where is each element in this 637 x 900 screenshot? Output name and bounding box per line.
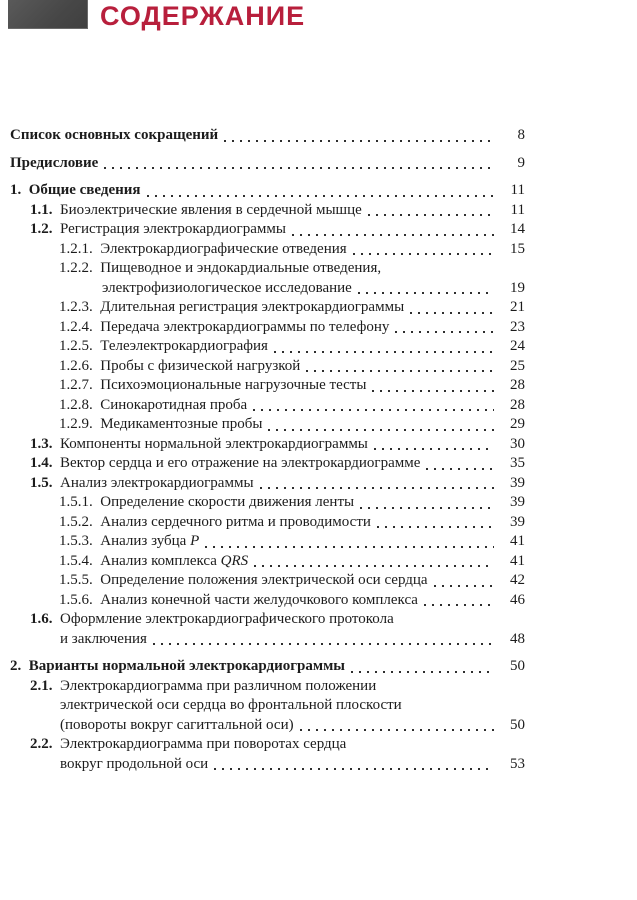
entry-number: 1.2.2. xyxy=(59,260,101,276)
toc-line xyxy=(10,181,525,201)
dot-leader xyxy=(214,755,494,775)
toc-entry xyxy=(10,259,525,298)
entry-text-italic: P xyxy=(190,533,200,549)
toc-list xyxy=(10,118,525,774)
page-number: 39 xyxy=(510,513,525,530)
toc-line xyxy=(10,657,525,677)
page-number: 53 xyxy=(510,755,525,772)
toc-entry xyxy=(10,735,525,774)
dot-leader xyxy=(104,154,494,174)
toc-line xyxy=(30,610,525,630)
toc-line xyxy=(59,532,525,552)
toc-entry xyxy=(10,318,525,338)
page-number: 28 xyxy=(510,377,525,393)
dot-leader xyxy=(268,415,494,435)
entry-text-segment: 1. Общие сведения xyxy=(10,182,141,198)
entry-number: 1.2.5. xyxy=(59,338,101,354)
page-title: СОДЕРЖАНИЕ xyxy=(100,1,306,31)
entry-text-segment: Список основных сокращений xyxy=(10,127,219,143)
page-number: 41 xyxy=(510,552,525,569)
dot-leader xyxy=(358,279,494,299)
entry-number: 1.4. xyxy=(30,455,60,471)
page-number: 15 xyxy=(510,240,525,257)
toc-entry xyxy=(10,220,525,240)
dot-leader xyxy=(224,126,494,146)
toc-line xyxy=(59,357,525,377)
dot-leader xyxy=(360,493,494,513)
entry-text-segment: Психоэмоциональные нагрузочные тесты xyxy=(100,377,367,393)
entry-text xyxy=(59,318,389,338)
entry-text-segment: Анализ электрокардиограммы xyxy=(60,474,254,491)
entry-text xyxy=(30,435,368,455)
entry-number: 1.5.5. xyxy=(59,572,101,588)
page-number: 23 xyxy=(510,318,525,335)
toc-entry xyxy=(10,298,525,318)
toc-entry xyxy=(10,677,525,736)
toc-entry xyxy=(10,571,525,591)
entry-text-segment: вокруг продольной оси xyxy=(60,755,209,772)
toc-entry xyxy=(10,552,525,572)
entry-number: 1.6. xyxy=(30,611,60,627)
entry-text-segment: Длительная регистрация электрокардиограммы xyxy=(100,299,405,315)
entry-text-segment: Пищеводное и эндокардиальные отведения, xyxy=(100,260,382,276)
dot-leader xyxy=(254,552,494,572)
entry-text xyxy=(10,126,218,146)
page-number: 39 xyxy=(510,494,525,510)
entry-text-segment: 2. Варианты нормальной электрокардиограммы xyxy=(10,658,346,674)
toc-line xyxy=(30,474,525,494)
entry-text xyxy=(59,337,268,357)
toc-line xyxy=(59,279,525,299)
toc-entry xyxy=(10,474,525,494)
page-number: 41 xyxy=(510,533,525,549)
toc-line xyxy=(59,415,525,435)
toc-line xyxy=(59,240,525,260)
entry-text-segment: Определение положения электрической оси сердца xyxy=(100,572,428,588)
toc-entry xyxy=(10,513,525,533)
entry-text xyxy=(59,493,354,513)
toc-line xyxy=(30,201,525,221)
entry-text-segment: Передача электрокардиограммы по телефону xyxy=(100,318,390,335)
entry-text xyxy=(59,513,371,533)
dot-leader xyxy=(410,298,494,318)
page-number: 11 xyxy=(510,182,525,198)
dot-leader xyxy=(368,201,494,221)
entry-text xyxy=(59,298,404,318)
toc-line xyxy=(59,337,525,357)
entry-text xyxy=(30,736,346,752)
toc-line xyxy=(59,396,525,416)
dot-leader xyxy=(253,396,494,416)
page-number: 21 xyxy=(510,299,525,315)
dot-leader xyxy=(374,435,494,455)
entry-number: 1.2.1. xyxy=(59,240,101,257)
dot-leader xyxy=(205,532,494,552)
toc-entry xyxy=(10,493,525,513)
entry-number: 2.2. xyxy=(30,736,60,752)
entry-number: 1.5.4. xyxy=(59,552,101,569)
entry-text-segment: Медикаментозные пробы xyxy=(100,416,263,432)
entry-text xyxy=(60,716,294,736)
toc-entry xyxy=(10,181,525,201)
toc-entry xyxy=(10,591,525,611)
toc-line xyxy=(59,513,525,533)
page-number: 25 xyxy=(510,357,525,374)
dot-leader xyxy=(424,591,494,611)
toc-line xyxy=(30,716,525,736)
entry-text-segment: (повороты вокруг сагиттальной оси) xyxy=(60,716,294,733)
toc-line xyxy=(30,696,525,716)
page-number: 48 xyxy=(510,630,525,647)
page-number: 39 xyxy=(510,474,525,491)
dot-leader xyxy=(274,337,494,357)
page-number: 42 xyxy=(510,572,525,588)
entry-text xyxy=(10,181,141,201)
entry-number: 1.2.3. xyxy=(59,299,101,315)
page-number: 50 xyxy=(510,716,525,733)
entry-text-segment: Компоненты нормальной электрокардиограммы xyxy=(60,435,368,452)
toc-line xyxy=(30,435,525,455)
entry-text xyxy=(59,591,418,611)
entry-text-segment: Определение скорости движения ленты xyxy=(100,494,355,510)
toc-entry xyxy=(10,396,525,416)
dot-leader xyxy=(153,630,494,650)
entry-text-segment: Синокаротидная проба xyxy=(100,396,248,413)
toc-entry xyxy=(10,435,525,455)
entry-text xyxy=(30,678,376,694)
dot-leader xyxy=(372,376,494,396)
page-number: 30 xyxy=(510,435,525,452)
entry-text-segment: Вектор сердца и его отражение на электрокардиограмме xyxy=(60,455,421,471)
dot-leader xyxy=(395,318,494,338)
page-number: 28 xyxy=(510,396,525,413)
toc-line xyxy=(30,677,525,697)
dot-leader xyxy=(300,716,494,736)
entry-number: 1.1. xyxy=(30,201,60,218)
entry-text-italic: QRS xyxy=(220,552,249,569)
dot-leader xyxy=(292,220,494,240)
toc-entry xyxy=(10,610,525,649)
toc-entry xyxy=(10,126,525,146)
page-number: 46 xyxy=(510,591,525,608)
toc-entry xyxy=(10,154,525,174)
entry-number: 1.3. xyxy=(30,435,60,452)
entry-text xyxy=(30,474,254,494)
entry-text xyxy=(59,552,248,572)
toc-line xyxy=(59,591,525,611)
toc-line xyxy=(30,735,525,755)
entry-text xyxy=(10,657,345,677)
entry-number: 1.2.8. xyxy=(59,396,101,413)
page-number: 29 xyxy=(510,416,525,432)
entry-text-segment: электрической оси сердца во фронтальной плоскости xyxy=(60,697,402,713)
toc-entry xyxy=(10,240,525,260)
toc-entry xyxy=(10,415,525,435)
entry-number: 1.2.7. xyxy=(59,377,101,393)
header-corner-block xyxy=(8,0,88,29)
entry-number: 1.2.9. xyxy=(59,416,101,432)
entry-text xyxy=(60,755,208,775)
entry-number: 1.5.1. xyxy=(59,494,101,510)
dot-leader xyxy=(260,474,494,494)
page-number: 19 xyxy=(510,279,525,296)
entry-text-segment: Пробы с физической нагрузкой xyxy=(100,357,301,374)
entry-number: 1.5.2. xyxy=(59,513,101,530)
toc-line xyxy=(59,259,525,279)
dot-leader xyxy=(377,513,494,533)
entry-text xyxy=(30,454,420,474)
entry-text-segment: Телеэлектрокардиография xyxy=(100,338,268,354)
dot-leader xyxy=(434,571,494,591)
page-number: 8 xyxy=(517,127,525,143)
toc-entry xyxy=(10,357,525,377)
entry-text-segment: и заключения xyxy=(60,630,147,647)
entry-text xyxy=(59,571,428,591)
entry-text xyxy=(59,396,247,416)
entry-text xyxy=(59,260,381,276)
toc-line xyxy=(10,126,525,146)
toc-line xyxy=(59,376,525,396)
entry-text xyxy=(59,415,262,435)
page-number: 14 xyxy=(510,221,525,237)
page-number: 24 xyxy=(510,338,525,354)
entry-text xyxy=(30,201,362,221)
entry-text xyxy=(59,357,300,377)
entry-number: 1.5.6. xyxy=(59,591,101,608)
page-number: 35 xyxy=(510,455,525,471)
entry-text-segment: Предисловие xyxy=(10,154,99,171)
entry-number: 1.2. xyxy=(30,221,60,237)
entry-text-segment: Анализ комплекса xyxy=(100,552,221,569)
entry-text xyxy=(30,220,286,240)
toc-line xyxy=(10,154,525,174)
toc-line xyxy=(59,552,525,572)
toc-line xyxy=(59,318,525,338)
page-header xyxy=(0,0,637,48)
toc-entry xyxy=(10,201,525,221)
entry-text xyxy=(59,240,347,260)
entry-text-segment: Анализ зубца xyxy=(100,533,191,549)
toc-line xyxy=(59,571,525,591)
toc-entry xyxy=(10,454,525,474)
page-number: 11 xyxy=(510,201,525,218)
entry-number: 1.2.6. xyxy=(59,357,101,374)
toc-entry xyxy=(10,532,525,552)
entry-text-segment: Биоэлектрические явления в сердечной мышце xyxy=(60,201,362,218)
toc-line xyxy=(59,298,525,318)
entry-text-segment: Анализ сердечного ритма и проводимости xyxy=(100,513,371,530)
dot-leader xyxy=(147,181,495,201)
entry-text-segment: Регистрация электрокардиограммы xyxy=(60,221,286,237)
entry-text-segment: Электрокардиограмма при поворотах сердца xyxy=(60,736,347,752)
entry-text-segment: Оформление электрокардиографического протокола xyxy=(60,611,394,627)
toc-line xyxy=(30,454,525,474)
toc-line xyxy=(30,630,525,650)
entry-text xyxy=(30,611,394,627)
dot-leader xyxy=(426,454,494,474)
entry-text xyxy=(60,630,147,650)
entry-text-segment: электрофизиологическое исследование xyxy=(102,279,352,296)
entry-number: 2.1. xyxy=(30,677,60,694)
toc-line xyxy=(59,493,525,513)
entry-text xyxy=(102,279,352,299)
entry-text xyxy=(59,376,366,396)
page-number: 9 xyxy=(517,154,525,171)
entry-number: 1.5.3. xyxy=(59,533,101,549)
page-number: 50 xyxy=(510,658,525,674)
entry-text-segment: Анализ конечной части желудочкового комплекса xyxy=(100,591,418,608)
toc-entry xyxy=(10,337,525,357)
entry-text xyxy=(59,532,199,552)
entry-text-segment: Электрокардиограмма при различном положении xyxy=(60,677,377,694)
toc-line xyxy=(30,220,525,240)
toc-entry xyxy=(10,376,525,396)
toc-entry xyxy=(10,657,525,677)
entry-text xyxy=(60,697,402,713)
entry-text-segment: Электрокардиографические отведения xyxy=(100,240,347,257)
dot-leader xyxy=(306,357,494,377)
entry-number: 1.5. xyxy=(30,474,60,491)
dot-leader xyxy=(353,240,494,260)
toc-line xyxy=(30,755,525,775)
entry-number: 1.2.4. xyxy=(59,318,101,335)
entry-text xyxy=(10,154,98,174)
dot-leader xyxy=(351,657,494,677)
